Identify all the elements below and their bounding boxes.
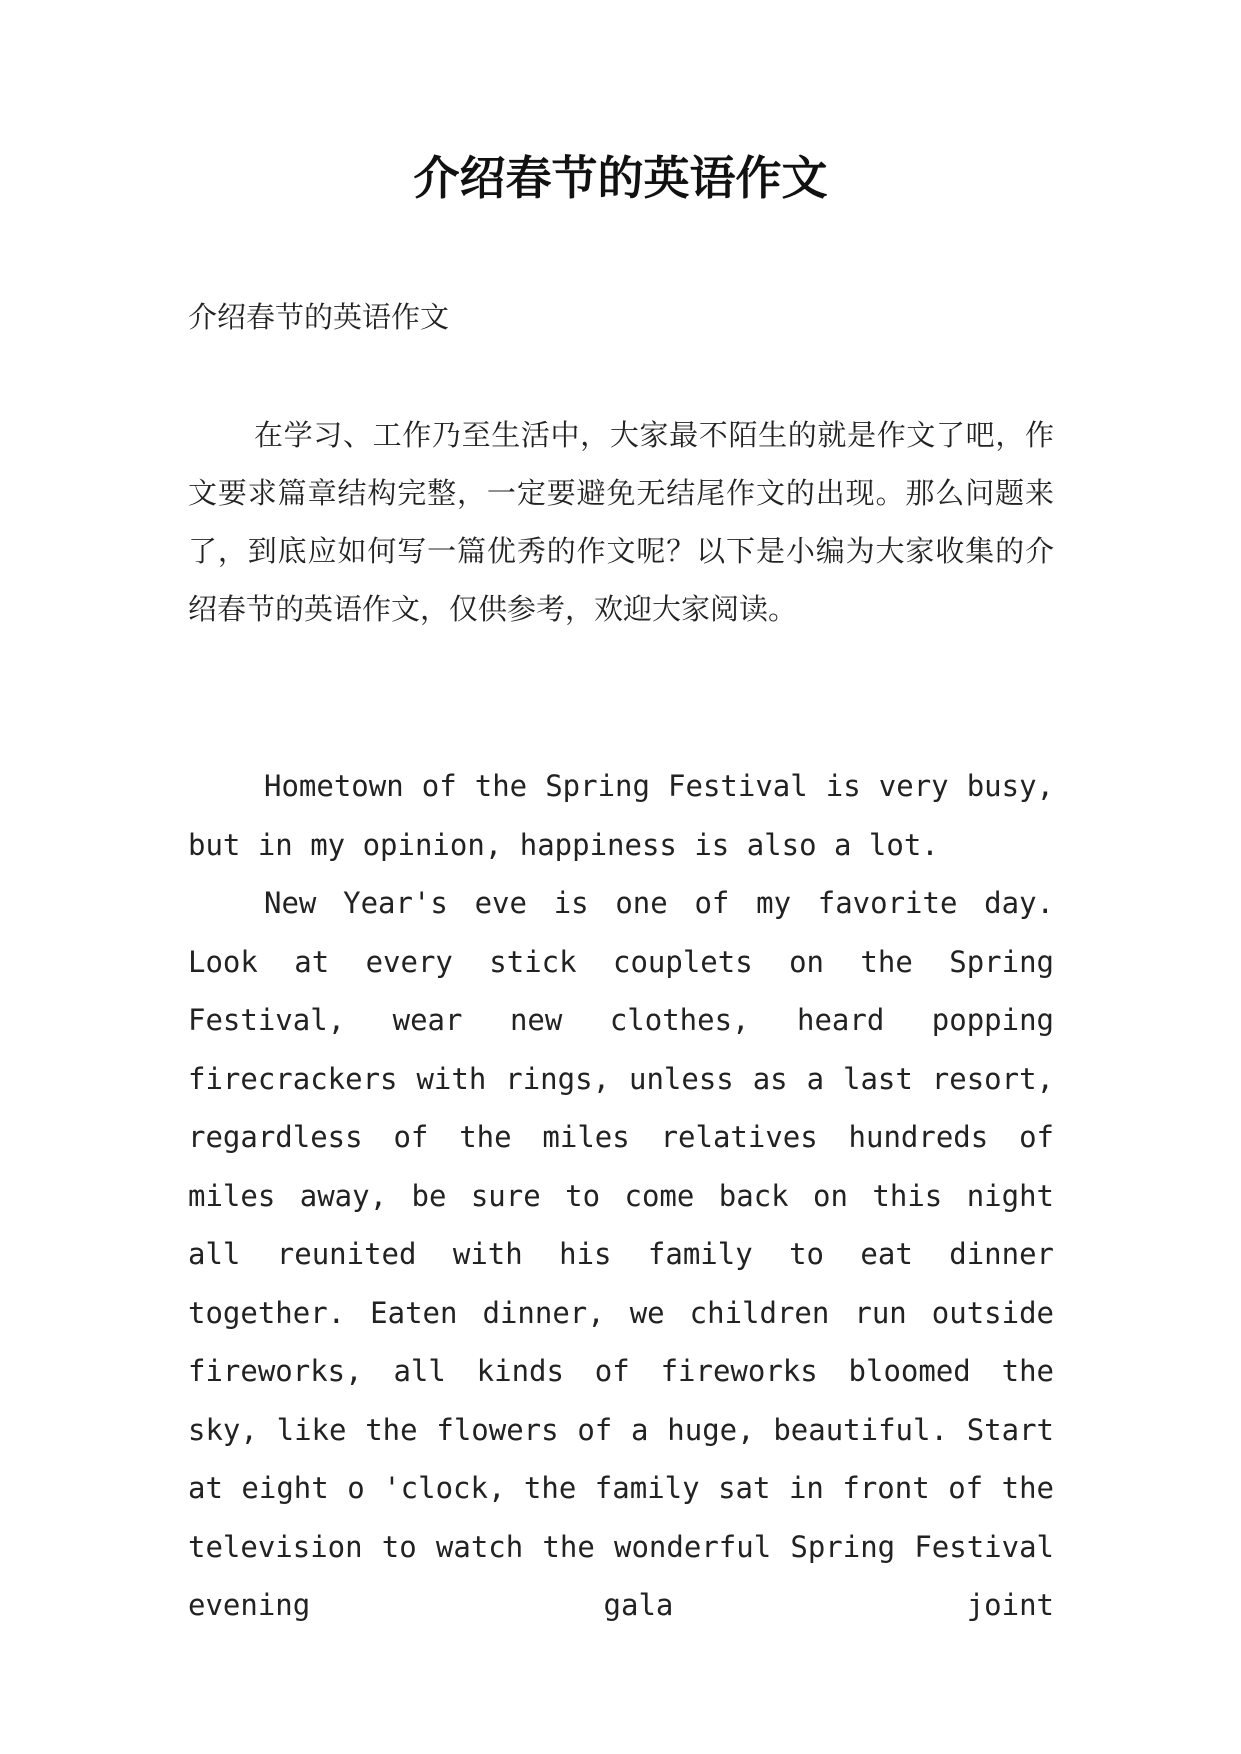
chinese-intro-paragraph: 在学习、工作乃至生活中，大家最不陌生的就是作文了吧，作文要求篇章结构完整，一定要避免无结尾作文的出现。那么问题来了，到底应如何写一篇优秀的作文呢？以下是小编为大家收集的介绍春节的英语作文，仅供参考，欢迎大家阅读。	[188, 418, 1054, 626]
document-subtitle: 介绍春节的英语作文	[188, 300, 450, 334]
english-paragraph-1: Hometown of the Spring Festival is very busy, but in my opinion, happiness is also a lot.	[188, 769, 1054, 862]
english-essay	[188, 757, 1054, 1635]
english-paragraph-2: New Year's eve is one of my favorite day. Look at every stick couplets on the Spring Festival, wear new clothes, heard popping firecrackers with rings, unless as a last resort, regardless of the miles relatives hundreds of miles away, be sure to come back on this night all reunited with his family to eat dinner together. Eaten dinner, we children run outside fireworks, all kinds of fireworks bloomed the sky, like the flowers of a huge, beautiful. Start at eight o 'clock, the family sat in front of the television to watch the wonderful Spring Festival evening gala joint	[188, 886, 1054, 1622]
document-title: 介绍春节的英语作文	[413, 151, 828, 205]
